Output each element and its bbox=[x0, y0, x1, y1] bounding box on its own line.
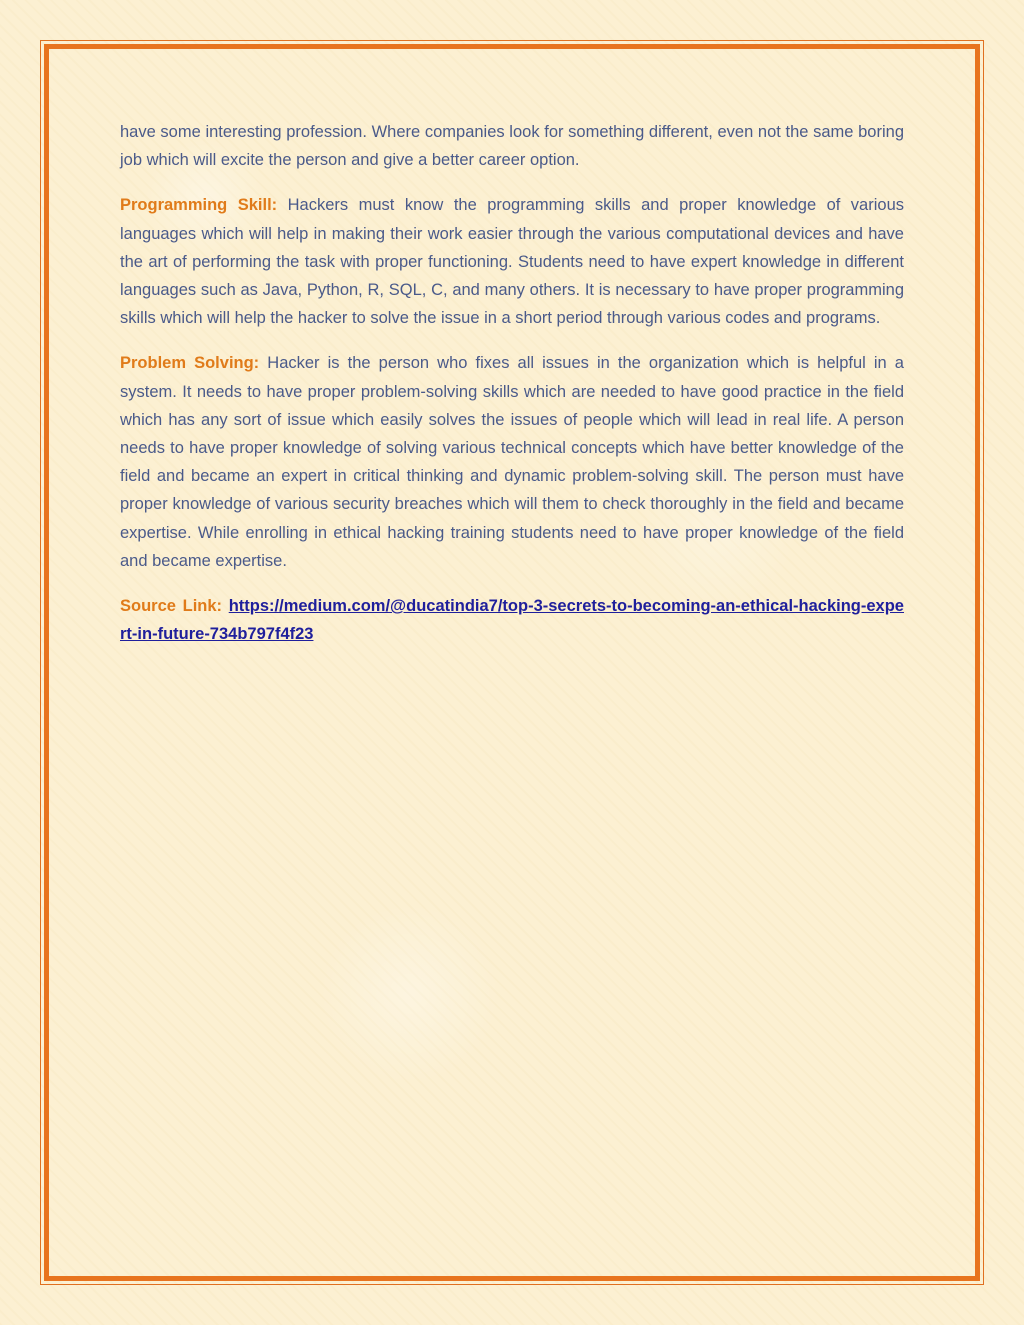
intro-paragraph: have some interesting profession. Where companies look for something different, even not the same boring job which will excite the person and give a better career option. bbox=[120, 123, 904, 170]
problem-solving-heading: Problem Solving: bbox=[120, 354, 260, 373]
problem-solving-text: Hacker is the person who fixes all issues in the organization which is helpful in a system. It needs to have proper problem-solving skills which are needed to have good practice in the field which has any sort of issue which easily solves the issues of people which will lead in real life. A person needs to have proper knowledge of solving various technical concepts which have better knowledge of the field and became an expert in critical thinking and dynamic problem-solving skill. The person must have proper knowledge of various security breaches which will them to check thoroughly in the field and became expertise. While enrolling in ethical hacking training students need to have proper knowledge of the field and became expertise. bbox=[120, 354, 904, 570]
source-paragraph bbox=[120, 592, 904, 648]
programming-skill-text: Hackers must know the programming skills and proper knowledge of various languages which will help in making their work easier through the various computational devices and have the art of performing the task with proper functioning. Students need to have expert knowledge in different languages such as Java, Python, R, SQL, C, and many others. It is necessary to have proper programming skills which will help the hacker to solve the issue in a short period through various codes and programs. bbox=[120, 196, 905, 328]
programming-skill-paragraph bbox=[120, 191, 904, 332]
problem-solving-paragraph bbox=[120, 349, 904, 575]
document-body bbox=[120, 118, 904, 648]
source-label: Source Link: bbox=[120, 597, 223, 616]
programming-skill-heading: Programming Skill: bbox=[120, 196, 278, 215]
source-link[interactable]: https://medium.com/@ducatindia7/top-3-secrets-to-becoming-an-ethical-hacking-expert-in-future-734b797f4f23 bbox=[120, 597, 904, 644]
